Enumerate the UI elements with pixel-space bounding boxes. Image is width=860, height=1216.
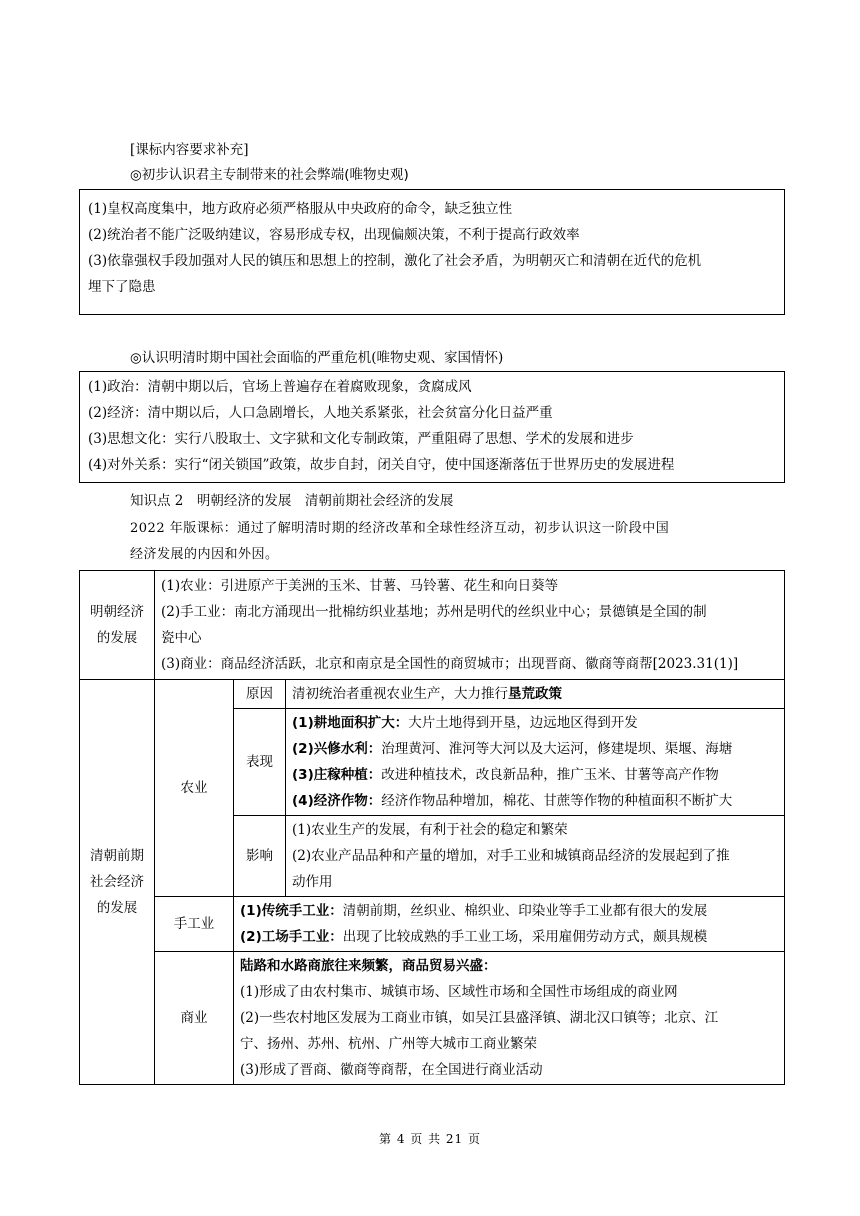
performance-item-1 [292,710,778,736]
qing-label [80,680,155,1085]
section1-box [79,189,785,315]
commerce-line-4: (3)形成了晋商、徽商等商帮，在全国进行商业活动 [240,1062,543,1078]
supplement-header: [课标内容要求补充] [130,142,249,158]
handicraft-content [234,897,785,952]
qing-label-line-3: 的发展 [96,900,138,916]
agriculture-label: 农业 [155,680,234,897]
commerce-headline: 陆路和水路商旅往来频繁，商品贸易兴盛： [240,958,497,974]
reason-label: 原因 [234,680,286,709]
ming-line-3: 瓷中心 [161,630,202,646]
ming-line-1: (1)农业：引进原产于美洲的玉米、甘薯、马铃薯、花生和向日葵等 [161,578,559,594]
standard-line-2: 经济发展的内因和外因。 [130,547,279,562]
impact-line-1: (1)农业生产的发展，有利于社会的稳定和繁荣 [292,822,568,838]
handicraft-key-2: (2)工场手工业： [240,929,343,945]
performance-key-2: (2)兴修水利： [292,741,382,757]
performance-item-4 [292,788,778,814]
commerce-content [234,952,785,1085]
handicraft-item-1 [240,898,778,924]
impact-line-2: (2)农业产品品种和产量的增加，对手工业和城镇商品经济的发展起到了推 [292,848,730,864]
handicraft-key-1: (1)传统手工业： [240,903,343,919]
reason-key: 垦荒政策 [508,686,562,702]
ming-line-2: (2)手工业：南北方涌现出一批棉纺织业基地；苏州是明代的丝织业中心；景德镇是全国的制 [161,604,707,620]
economy-table [79,570,785,1085]
knowledge-title: 知识点 2 明朝经济的发展 清朝前期社会经济的发展 [130,493,454,509]
commerce-line-1: (1)形成了由农村集市、城镇市场、区域性市场和全国性市场组成的商业网 [240,984,678,1000]
section2-item-3: (3)思想文化：实行八股取士、文字狱和文化专制政策，严重阻碍了思想、学术的发展和进步 [88,431,634,447]
performance-key-4: (4)经济作物： [292,793,382,809]
commerce-line-3: 宁、扬州、苏州、杭州、广州等大城市工商业繁荣 [240,1036,537,1052]
ming-label [80,571,155,680]
commerce-line-2: (2)一些农村地区发展为工商业市镇，如吴江县盛泽镇、湖北汉口镇等；北京、江 [240,1010,719,1026]
impact-line-3: 动作用 [292,874,333,890]
handicraft-text-1: 清朝前期，丝织业、棉织业、印染业等手工业都有很大的发展 [342,903,708,919]
performance-key-3: (3)庄稼种植： [292,767,382,783]
ming-label-line-1: 明朝经济 [90,604,144,620]
table-row-handicraft [80,897,785,952]
table-row-ming [80,571,785,680]
section1-item-3-cont: 埋下了隐患 [88,279,156,295]
table-row-commerce [80,952,785,1085]
performance-key-1: (1)耕地面积扩大： [292,715,409,731]
section1-item-2: (2)统治者不能广泛吸纳建议，容易形成专权，出现偏颇决策，不利于提高行政效率 [88,227,580,243]
impact-label: 影响 [234,816,286,897]
section2-item-4: (4)对外关系：实行“闭关锁国”政策，故步自封，闭关自守，使中国逐渐落伍于世界历史的发展进程 [88,457,675,473]
section2-item-1: (1)政治：清朝中期以后，官场上普遍存在着腐败现象，贪腐成风 [88,379,472,395]
performance-text-3: 改进种植技术，改良新品种，推广玉米、甘薯等高产作物 [381,767,719,783]
performance-label: 表现 [234,709,286,816]
table-row-reason [80,680,785,709]
section2-title: ◎认识明清时期中国社会面临的严重危机(唯物史观、家国情怀) [130,350,504,366]
reason-text: 清初统治者重视农业生产，大力推行 [292,686,508,702]
handicraft-item-2 [240,924,778,950]
handicraft-label: 手工业 [155,897,234,952]
performance-content [286,709,785,816]
section1-title: ◎初步认识君主专制带来的社会弊端(唯物史观) [130,167,409,183]
performance-item-3 [292,762,778,788]
section1-item-1: (1)皇权高度集中，地方政府必须严格服从中央政府的命令，缺乏独立性 [88,201,513,217]
page-footer: 第 4 页 共 21 页 [379,1132,481,1146]
ming-label-line-2: 的发展 [96,630,138,646]
impact-content [286,816,785,897]
qing-label-line-1: 清朝前期 [90,848,144,864]
performance-text-2: 治理黄河、淮河等大河以及大运河，修建堤坝、渠堰、海塘 [381,741,733,757]
performance-item-2 [292,736,778,762]
reason-content [286,680,785,709]
handicraft-text-2: 出现了比较成熟的手工业工场，采用雇佣劳动方式，颇具规模 [342,929,708,945]
performance-text-4: 经济作物品种增加，棉花、甘蔗等作物的种植面积不断扩大 [381,793,733,809]
ming-content [155,571,785,680]
standard-line-1: 2022 年版课标：通过了解明清时期的经济改革和全球性经济互动，初步认识这一阶段中国 [130,521,670,536]
ming-line-4: (3)商业：商品经济活跃，北京和南京是全国性的商贸城市；出现晋商、徽商等商帮[2023.31(1)] [161,656,739,672]
qing-label-line-2: 社会经济 [90,874,144,890]
commerce-label: 商业 [155,952,234,1085]
section2-item-2: (2)经济：清中期以后，人口急剧增长，人地关系紧张，社会贫富分化日益严重 [88,405,553,421]
section1-item-3: (3)依靠强权手段加强对人民的镇压和思想上的控制，激化了社会矛盾，为明朝灭亡和清朝在近代的危机 [88,253,702,269]
section2-box [79,371,785,483]
performance-text-1: 大片土地得到开垦，边远地区得到开发 [408,715,638,731]
